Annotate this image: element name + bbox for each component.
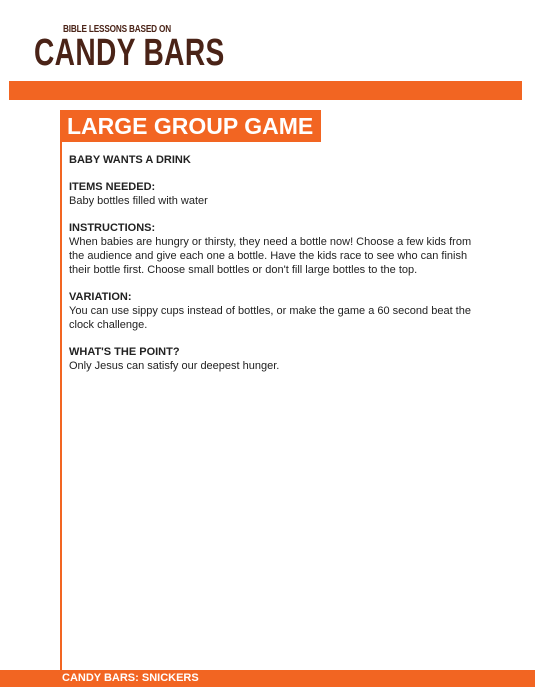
brand-title: CANDY BARS [34,32,225,74]
variation-heading: VARIATION: [69,291,132,303]
instructions-text: When babies are hungry or thirsty, they need a bottle now! Choose a few kids from the audience and give each one a bottle. Have the kids race to see who can finish their bottle first. Choose small bottles or don't fill large bottles to the top. [69,236,472,276]
game-title: BABY WANTS A DRINK [69,154,191,166]
variation-text: You can use sippy cups instead of bottles, or make the game a 60 second beat the clock challenge. [69,305,471,331]
items-needed-heading: ITEMS NEEDED: [69,181,156,193]
items-needed-section [69,180,489,208]
point-heading: WHAT'S THE POINT? [69,346,180,358]
section-title: LARGE GROUP GAME [60,110,323,142]
point-section [69,345,489,373]
brand-subtitle: BIBLE LESSONS BASED ON [63,24,172,35]
instructions-heading: INSTRUCTIONS: [69,222,156,234]
footer-label: CANDY BARS: SNICKERS [62,672,199,684]
header-divider-bar [9,81,522,100]
point-text: Only Jesus can satisfy our deepest hunger. [69,360,280,372]
items-needed-text: Baby bottles filled with water [69,195,208,207]
section-rule [60,110,62,670]
variation-section [69,290,489,332]
instructions-section [69,221,489,277]
game-content [69,153,489,386]
